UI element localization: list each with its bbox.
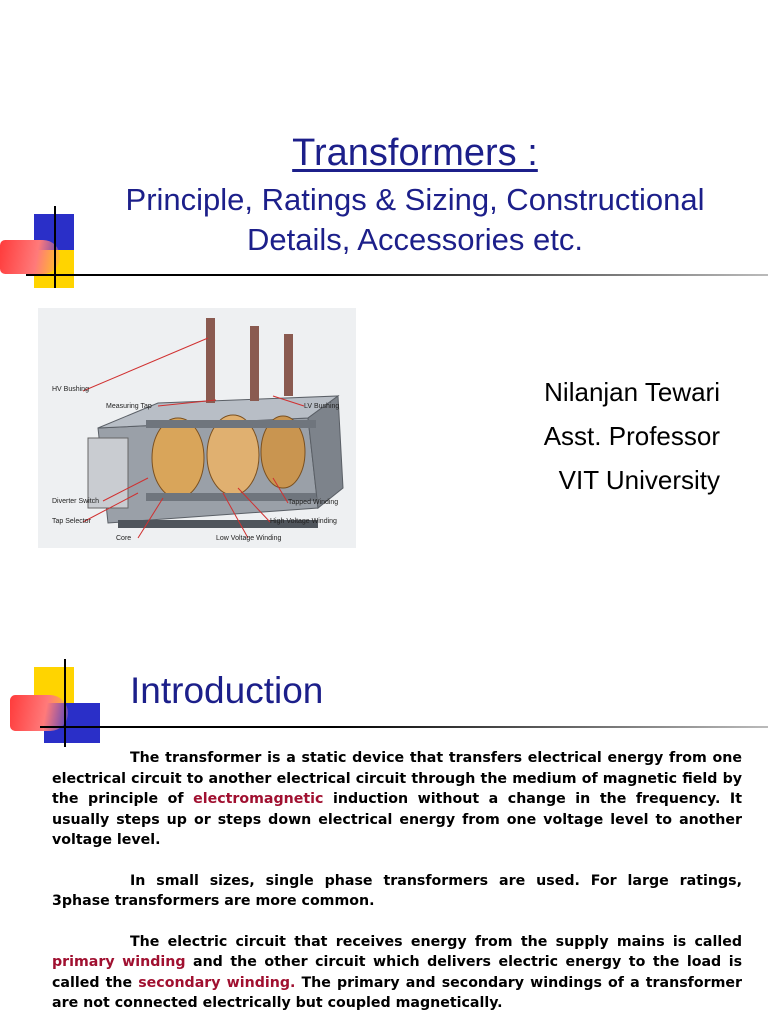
label-core: Core (116, 535, 132, 542)
label-tap-selector: Tap Selector (52, 518, 91, 525)
slide-introduction (0, 600, 768, 1024)
author-block (544, 370, 720, 502)
author-organization: VIT University (558, 465, 720, 495)
paragraph-1: The transformer is a static device that transfers electrical energy from one electrical circuit to another electrical circuit through the medium of magnetic field by the principle of electromagnetic induction without a change in the frequency. It usually steps up or steps down electrical energy from one voltage level to another voltage level. (52, 750, 742, 848)
paragraph-2: In small sizes, single phase transformers are used. For large ratings, 3phase transformers are more common. (52, 872, 742, 909)
body-text (52, 748, 742, 1024)
highlight-term: secondary winding. (138, 974, 296, 991)
horizontal-rule (26, 274, 768, 276)
section-title: Introduction (130, 670, 324, 711)
subtitle-line-1: Principle, Ratings & Sizing, Constructional (125, 182, 705, 217)
label-measuring-tap: Measuring Tap (106, 403, 152, 410)
subtitle-line-2: Details, Accessories etc. (247, 222, 583, 257)
label-diverter-switch: Diverter Switch (52, 498, 100, 505)
label-hv-bushing: HV Bushing (52, 386, 89, 393)
page-subtitle (80, 180, 750, 260)
paragraph-3: The electric circuit that receives energy from the supply mains is called primary winding and the other circuit which delivers electric energy to the load is called the secondary winding. The primary and secondary windings of a transformer are not connected electrically but coupled magnetically. (52, 933, 743, 1011)
label-tapped-winding: Tapped Winding (288, 499, 339, 506)
highlight-term: primary winding (52, 954, 186, 970)
author-role: Asst. Professor (543, 421, 720, 451)
author-name: Nilanjan Tewari (544, 377, 720, 407)
red-bar (0, 240, 60, 274)
vertical-rule (64, 659, 66, 747)
transformer-illustration (38, 308, 356, 548)
corner-decoration (0, 655, 768, 755)
transformer-diagram (38, 308, 356, 548)
label-high-voltage-winding: High Voltage Winding (270, 518, 337, 525)
highlight-term: electromagnetic (193, 791, 324, 807)
label-lv-bushing: LV Bushing (304, 403, 340, 410)
page-title: Transformers : (292, 132, 538, 174)
label-low-voltage-winding: Low Voltage Winding (216, 535, 282, 542)
horizontal-rule (40, 726, 768, 728)
